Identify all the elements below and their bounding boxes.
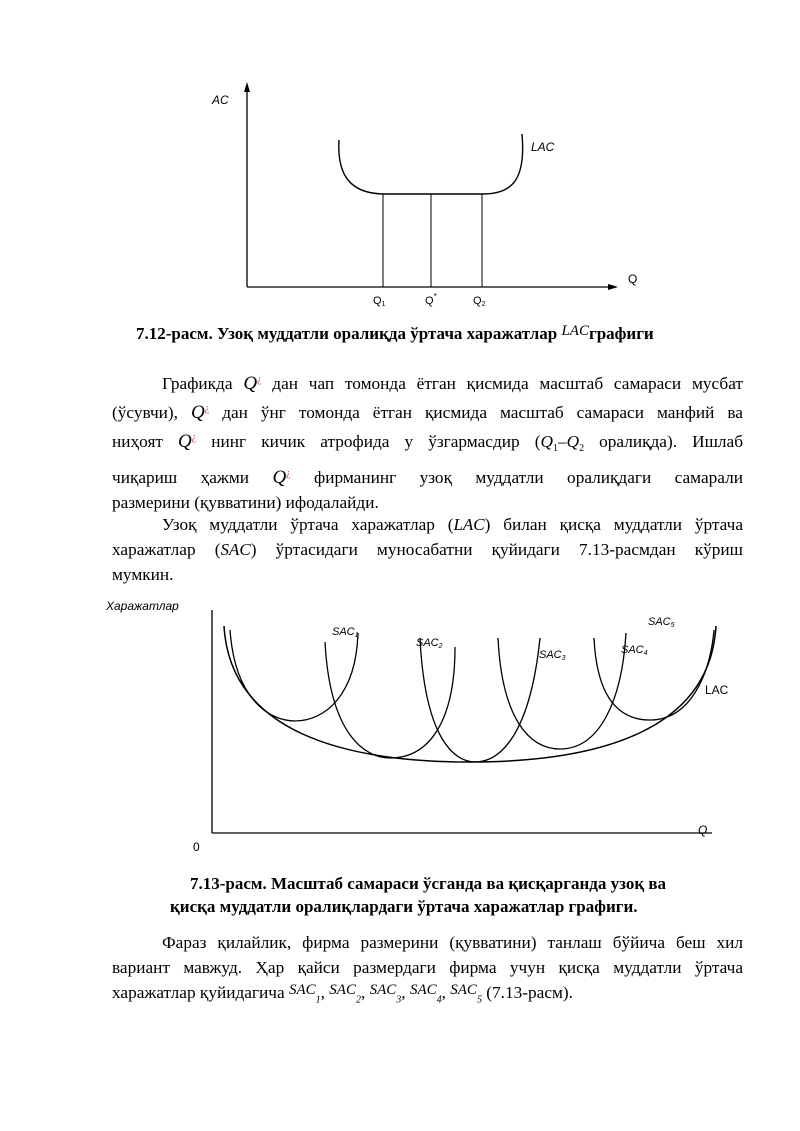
fig2-sac4-label: SAC4 [621, 644, 648, 657]
paragraph-1: Графикда Q¿ дан чап томонда ётган қисмида масштаб самараси мусбат (ўсувчи), Q¿ дан ўнг томонда ётган қисмида масштаб самараси манфий ва ниҳоят Q¿ нинг кичик атрофида у ўзгармасдир ($Q_1-Q_2$ оралиқда). Ишлаб чиқариш ҳажми Q¿ фирманинг узоқ муддатли оралиқдаги самарали размерини (қувватини) ифодалайди. [112, 372, 743, 512]
figure-7-12-caption: 7.12-расм. Узоқ муддатли оралиқда ўртача харажатлар LACграфиги [136, 323, 654, 343]
fig2-sac1-label: SAC1 [332, 626, 359, 639]
figure-7-13-caption-line1: 7.13-расм. Масштаб самараси ўсганда ва қисқарганда узоқ ва [190, 874, 667, 893]
figure-7-13 [0, 590, 800, 860]
fig1-y-arrow [244, 82, 250, 92]
fig2-lac-label: LAC [705, 683, 729, 697]
paragraph-2: Узоқ муддатли ўртача харажатлар (LAC) билан қисқа муддатли ўртача харажатлар (SAC) ўртасидаги муносабатни қуйидаги 7.13-расмдан кўриш мумкин. [112, 515, 743, 584]
fig2-x-label: Q [698, 823, 708, 837]
fig2-sac3-curve [420, 638, 540, 762]
fig1-lac-label: LAC [531, 140, 555, 154]
figure-7-13-caption-line2: қисқа муддатли оралиқлардаги ўртача харажатлар графиги. [170, 897, 638, 916]
fig1-x-arrow [608, 284, 618, 290]
fig2-sac2-curve [325, 642, 455, 758]
fig2-sac3-label: SAC3 [539, 649, 566, 662]
paragraph-3: Фараз қилайлик, фирма размерини (қувватини) танлаш бўйича беш хил вариант мавжуд. Ҳар қайси размердаги фирма учун қисқа муддатли ўртача харажатлар қуйидагича $SAC_1$, $SAC_2$, $SAC_3$, $SAC_4$, $SAC_5$ (7.13-расм). [112, 933, 743, 1006]
fig2-sac2-label: SAC2 [416, 637, 443, 650]
fig2-sac4-curve [498, 633, 626, 749]
fig2-origin-label: 0 [193, 840, 200, 854]
fig2-sac1-curve [230, 630, 358, 721]
fig2-sac5-label: SAC5 [648, 616, 675, 629]
fig1-y-label: AC [212, 93, 229, 107]
fig1-tick-q1: Q1 [373, 295, 386, 308]
figure-7-12 [0, 0, 800, 320]
fig2-y-label: Харажатлар [106, 599, 179, 613]
fig1-lac-curve [339, 134, 523, 194]
fig1-tick-q2: Q2 [473, 295, 486, 308]
fig2-sac5-curve [594, 630, 714, 720]
fig1-x-label: Q [628, 272, 638, 286]
fig1-tick-qstar: Q* [425, 292, 437, 307]
